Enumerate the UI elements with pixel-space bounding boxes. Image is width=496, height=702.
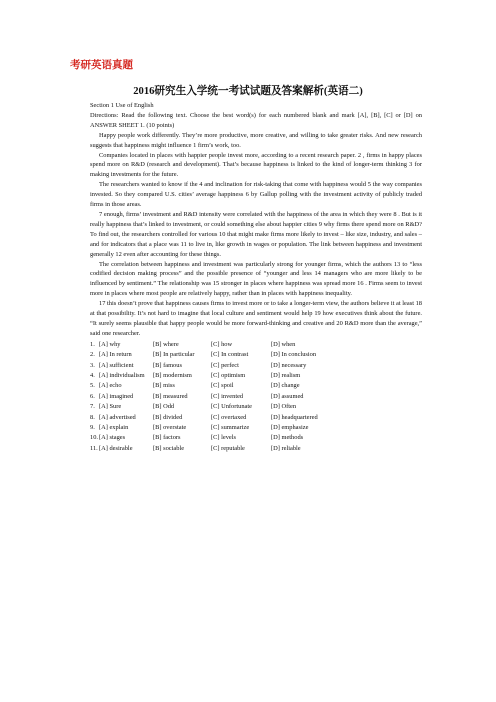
section-title: Section 1 Use of English <box>90 102 154 109</box>
option-d: [D] In conclusion <box>271 351 317 359</box>
option-c: [C] Unfortunate <box>211 403 252 411</box>
question-number: 2. <box>90 351 95 359</box>
option-d: [D] emphasize <box>271 424 309 431</box>
option-row-4 <box>90 371 422 381</box>
option-c: [C] how <box>211 340 233 348</box>
passage-paragraph-5: The correlation between happiness and investment was particularly strong for younger firms, which the authors 13 to “less codified decision making process” and the possible presence of “younger and less 14 managers who are more likely to be influenced by sentiment.” The relationship was 15 stronger in places where happiness was spread more 16 . Firms seem to invest more in places where most people are relatively happy, rather than in places with happiness inequality. <box>90 260 422 298</box>
passage-paragraph-2: Companies located in places with happier people invest more, according to a recent research paper. 2 , firms in happy places spend more on R&D (research and development). That’s because happiness is linked to the kind of longer-term thinking 3 for making investments for the future. <box>90 151 422 179</box>
passage-paragraph-4: 7 enough, firms’ investment and R&D intensity were correlated with the happiness of the area in which they were 8 . But is it really happiness that’s linked to investment, or could something else about happier cities 9 why firms there spend more on R&D? To find out, the researchers controlled for various 10 that might make firms more likely to invest – like size, industry, and sales – and for indicators that a place was 11 to live in, like growth in wages or population. The link between happiness and investment generally 12 even after accounting for these things. <box>90 210 422 258</box>
option-a: [A] desirable <box>99 444 133 452</box>
passage-paragraph-1: Happy people work differently. They’re more productive, more creative, and willing to take greater risks. And new research suggests that happiness might influence 1 firm’s work, too. <box>90 131 422 149</box>
option-c: [C] overtaxed <box>211 413 247 421</box>
option-d: [D] change <box>271 382 300 390</box>
option-a: [A] sufficient <box>99 361 134 369</box>
option-row-6 <box>90 392 422 402</box>
option-row-3 <box>90 361 422 371</box>
document-title: 2016研究生入学统一考试试题及答案解析(英语二) <box>133 86 363 97</box>
passage-paragraph-3: The researchers wanted to know if the 4 and inclination for risk-taking that come with happiness would 5 the way companies invested. So they compared U.S. cities’ average happiness 6 by Gallup polling with the investment activity of publicly traded firms in those areas. <box>90 181 422 209</box>
option-b: [B] divided <box>153 413 183 421</box>
option-b: [B] sociable <box>153 444 185 452</box>
answer-options-list <box>90 340 422 454</box>
option-row-8 <box>90 413 422 423</box>
option-c: [C] perfect <box>211 361 239 369</box>
option-c: [C] summarize <box>211 424 250 431</box>
option-d: [D] when <box>271 340 296 348</box>
option-a: [A] explain <box>99 424 129 431</box>
option-row-7 <box>90 402 422 412</box>
question-number: 8. <box>90 413 95 421</box>
option-d: [D] necessary <box>271 361 307 369</box>
option-row-5 <box>90 381 422 391</box>
question-number: 5. <box>90 382 95 390</box>
exam-body <box>90 101 422 454</box>
option-b: [B] modernism <box>153 371 192 379</box>
option-b: [B] factors <box>153 434 181 442</box>
option-a: [A] advertised <box>99 413 136 421</box>
option-a: [A] imagined <box>99 392 134 400</box>
option-row-11 <box>90 444 422 454</box>
option-d: [D] assumed <box>271 392 304 400</box>
option-c: [C] optimism <box>211 371 246 379</box>
option-c: [C] spoil <box>211 382 234 390</box>
option-a: [A] In return <box>99 351 132 359</box>
option-a: [A] individualism <box>99 371 145 379</box>
option-row-9 <box>90 423 422 433</box>
option-d: [D] reliable <box>271 444 301 452</box>
option-d: [D] realism <box>271 371 301 379</box>
question-number: 10. <box>90 434 98 442</box>
question-number: 1. <box>90 340 95 348</box>
option-b: [B] miss <box>153 382 175 390</box>
option-c: [C] In contrast <box>211 351 249 359</box>
question-number: 7. <box>90 403 95 411</box>
option-row-2 <box>90 350 422 360</box>
directions-paragraph: Directions: Read the following text. Choose the best word(s) for each numbered blank and mark [A], [B], [C] or [D] on ANSWER SHEET 1. (10 points) <box>90 111 422 129</box>
question-number: 4. <box>90 371 95 379</box>
option-d: [D] methods <box>271 434 304 442</box>
option-c: [C] reputable <box>211 444 245 452</box>
question-number: 3. <box>90 361 95 369</box>
option-a: [A] stages <box>99 434 126 442</box>
option-c: [C] invented <box>211 392 244 400</box>
option-b: [B] where <box>153 340 179 348</box>
question-number: 9. <box>90 424 95 431</box>
option-b: [B] measured <box>153 392 188 400</box>
question-number: 11. <box>90 444 98 452</box>
exam-category-label: 考研英语真题 <box>70 59 133 71</box>
option-a: [A] Sure <box>99 403 122 411</box>
passage-paragraph-6: 17 this doesn’t prove that happiness causes firms to invest more or to take a longer-term view, the authors believe it at least 18 at that possibility. It’s not hard to imagine that local culture and sentiment would help 19 how executives think about the future. “It surely seems plausible that happy people would be more forward-thinking and creative and 20 R&D more than the average,” said one researcher. <box>90 300 422 337</box>
option-a: [A] why <box>99 340 121 348</box>
option-c: [C] levels <box>211 434 237 442</box>
option-d: [D] headquartered <box>271 413 318 421</box>
option-row-1 <box>90 340 422 350</box>
option-b: [B] overstate <box>153 424 187 431</box>
option-b: [B] In particular <box>153 351 195 359</box>
question-number: 6. <box>90 392 95 400</box>
option-d: [D] Often <box>271 403 297 411</box>
option-b: [B] Odd <box>153 403 175 411</box>
option-a: [A] echo <box>99 382 122 390</box>
option-row-10 <box>90 433 422 443</box>
option-b: [B] famous <box>153 361 182 369</box>
